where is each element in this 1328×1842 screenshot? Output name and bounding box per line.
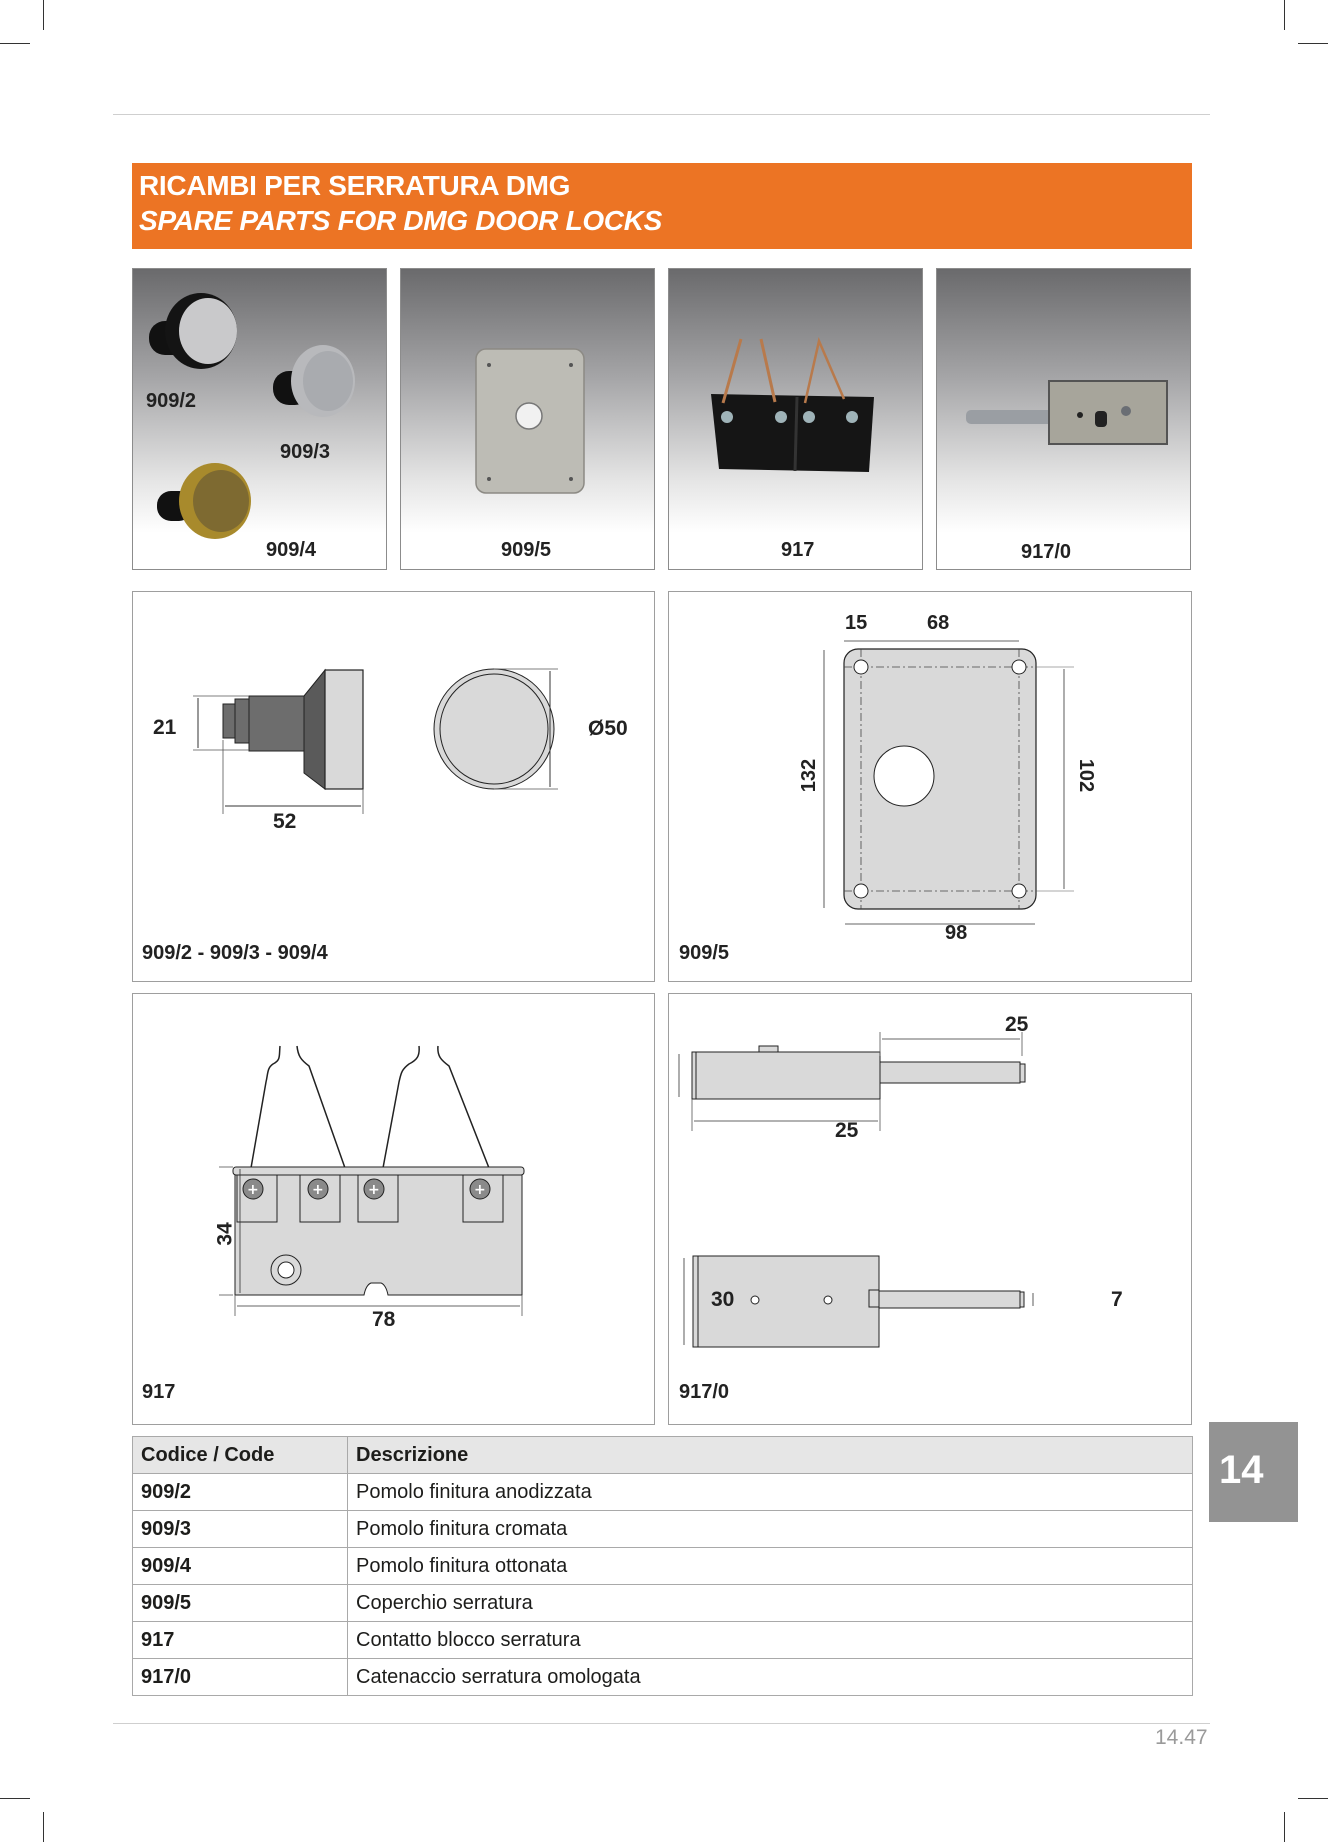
dim-label: 7 [1111,1288,1123,1311]
photo-bolt [936,268,1191,570]
dim-label: 78 [372,1308,396,1331]
cell-code: 909/2 [133,1474,348,1511]
cell-description: Contatto blocco serratura [348,1622,1193,1659]
crop-mark [43,0,44,30]
dim-label: 30 [711,1288,735,1311]
drawing-cover [668,591,1192,982]
svg-text:+: + [368,1182,380,1198]
photo-label: 909/4 [266,539,317,561]
table-row [133,1548,1193,1585]
crop-mark [1284,1812,1285,1842]
bolt-photo-icon [937,269,1191,570]
table-row [133,1511,1193,1548]
dim-label: 102 [1075,758,1098,793]
knob-drawing-icon [133,592,656,983]
dim-label: Ø50 [588,717,628,740]
svg-text:+: + [312,1182,324,1198]
cover-drawing-icon [669,592,1193,983]
photo-label: 909/2 [146,390,197,412]
section-tab: 14 [1209,1422,1298,1522]
photo-label: 917 [781,539,815,561]
crop-mark [43,1812,44,1842]
bottom-rule [113,1723,1210,1724]
cell-code: 909/3 [133,1511,348,1548]
dim-label: 68 [927,612,950,634]
title-italian: RICAMBI PER SERRATURA DMG [139,170,571,201]
title-english: SPARE PARTS FOR DMG DOOR LOCKS [139,205,663,236]
table-row [133,1474,1193,1511]
cell-code: 917/0 [133,1659,348,1696]
svg-text:+: + [474,1182,486,1198]
contact-drawing-icon [133,994,656,1426]
knob-photos-icon [133,269,387,570]
photo-label: 909/5 [501,539,552,561]
photo-contact [668,268,923,570]
dim-label: 25 [835,1119,859,1142]
svg-text:+: + [247,1182,259,1198]
table-row [133,1622,1193,1659]
table-row [133,1585,1193,1622]
bolt-drawing-icon [669,994,1193,1426]
cell-code: 909/5 [133,1585,348,1622]
column-header-description: Descrizione [348,1437,1193,1474]
crop-mark [1298,1798,1328,1799]
cell-code: 909/4 [133,1548,348,1585]
crop-mark [1298,43,1328,44]
panel-caption: 909/5 [679,942,730,964]
photo-label: 909/3 [280,441,331,463]
panel-caption: 917/0 [679,1381,730,1403]
cell-description: Pomolo finitura cromata [348,1511,1193,1548]
cell-description: Pomolo finitura anodizzata [348,1474,1193,1511]
cell-description: Coperchio serratura [348,1585,1193,1622]
dim-label: 25 [1005,1013,1029,1036]
drawing-bolt [668,993,1192,1425]
cover-plate-photo-icon [401,269,655,570]
page-number: 14.47 [1155,1726,1208,1749]
cell-description: Pomolo finitura ottonata [348,1548,1193,1585]
dim-label: 52 [273,810,297,833]
photo-knobs [132,268,387,570]
top-rule [113,114,1210,115]
dim-label: 21 [153,716,177,739]
photo-cover [400,268,655,570]
column-header-code: Codice / Code [133,1437,348,1474]
drawing-knob [132,591,655,982]
crop-mark [1284,0,1285,30]
crop-mark [0,43,30,44]
panel-caption: 917 [142,1381,176,1403]
dim-label: 98 [945,922,968,944]
panel-caption: 909/2 - 909/3 - 909/4 [142,942,328,964]
dim-label: 132 [798,758,821,793]
dim-label: 15 [845,612,868,634]
contact-block-photo-icon [669,269,923,570]
code-table [132,1436,1193,1696]
photo-label: 917/0 [1021,541,1072,563]
crop-mark [0,1798,30,1799]
dim-label: 34 [213,1222,237,1246]
drawing-contact [132,993,655,1425]
table-header-row [133,1437,1193,1474]
section-header [132,163,1192,249]
table-row [133,1659,1193,1696]
cell-description: Catenaccio serratura omologata [348,1659,1193,1696]
cell-code: 917 [133,1622,348,1659]
